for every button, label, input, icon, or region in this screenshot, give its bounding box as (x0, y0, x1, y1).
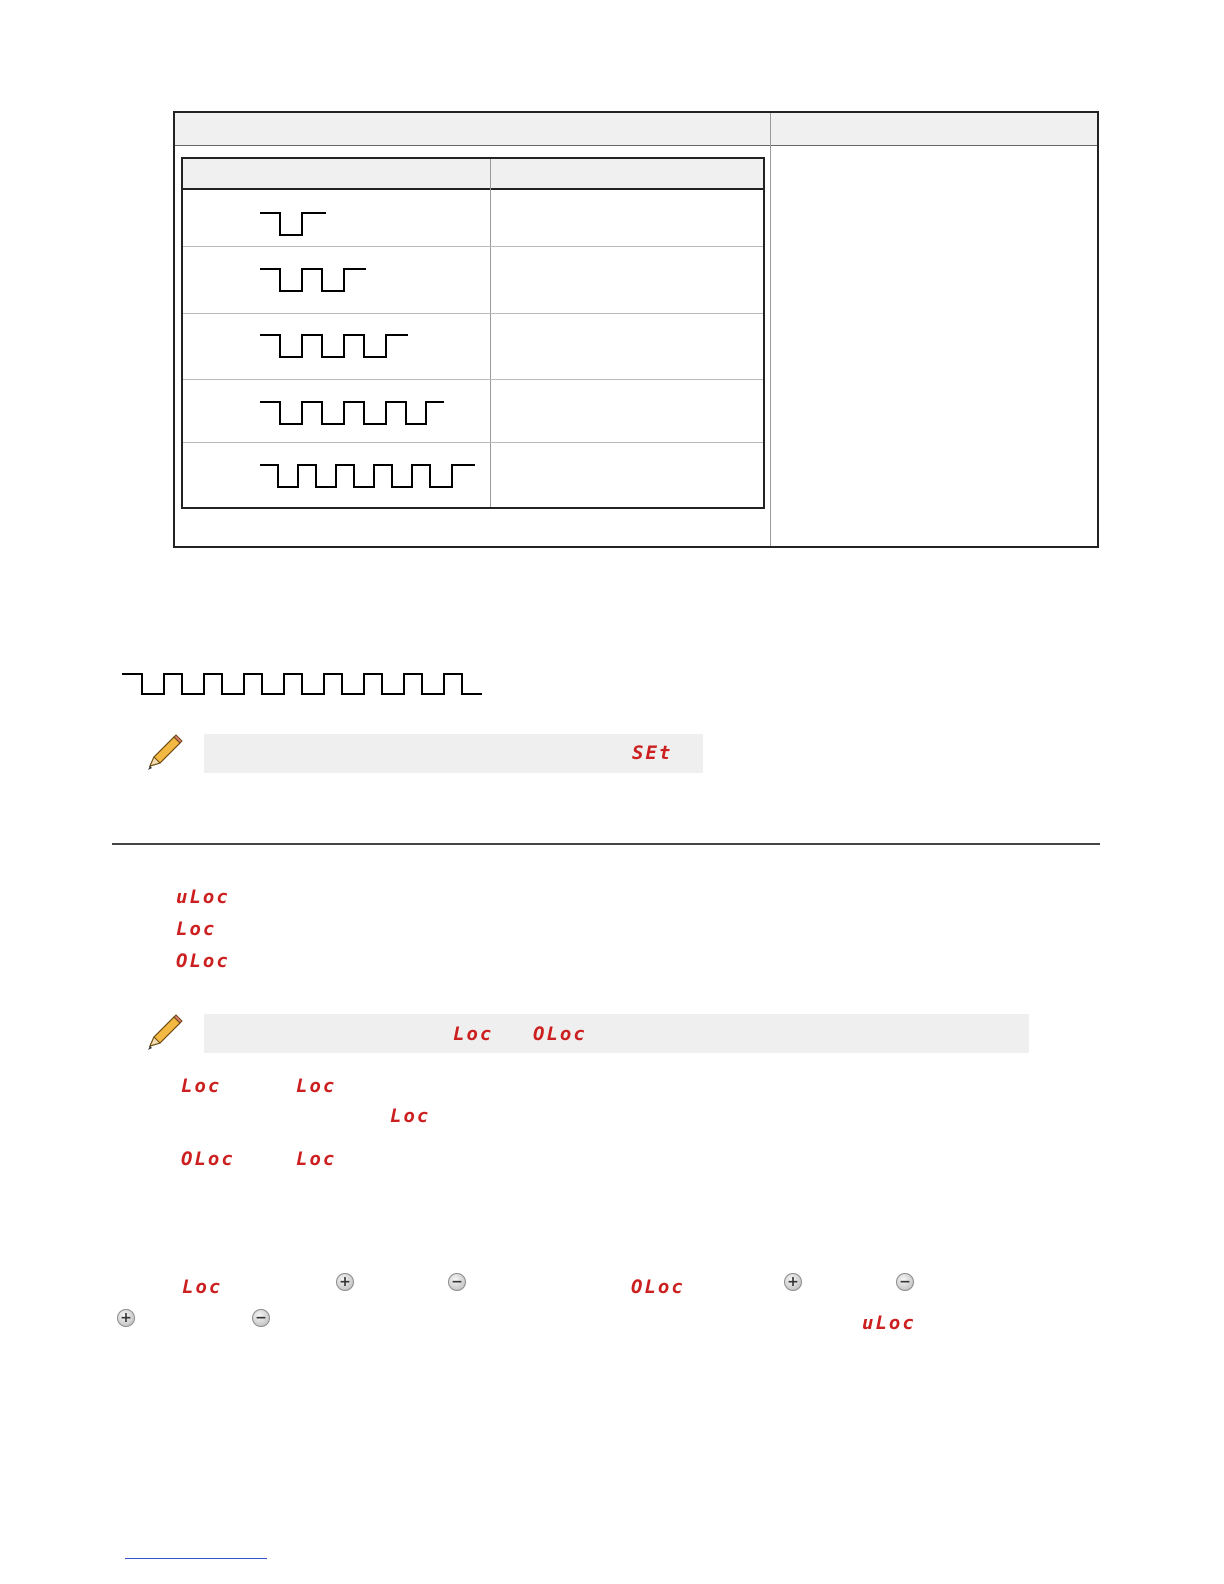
outer-table-header (175, 113, 1097, 146)
pulse-waveform-2 (259, 267, 369, 295)
plus-button-icon: + (117, 1309, 135, 1327)
row-divider (183, 313, 763, 314)
pencil-icon (144, 733, 184, 773)
pulse-column-divider (490, 159, 491, 507)
minus-button-icon: − (448, 1273, 466, 1291)
display-loc: Loc (453, 1023, 494, 1045)
pulse-waveform-4 (259, 400, 447, 428)
display-loc: Loc (181, 1075, 222, 1097)
section-divider (112, 843, 1100, 845)
display-wloc: uLoc (176, 886, 230, 908)
display-set: SEt (632, 742, 673, 764)
outer-column-divider (770, 113, 771, 546)
display-oloc: OLoc (631, 1276, 685, 1298)
note-box (204, 1014, 1029, 1053)
display-oloc: OLoc (181, 1148, 235, 1170)
display-oloc: OLoc (533, 1023, 587, 1045)
pulse-waveform-9 (121, 672, 485, 698)
row-divider (183, 246, 763, 247)
display-loc: Loc (182, 1276, 223, 1298)
note-box (204, 734, 703, 773)
display-loc: Loc (176, 918, 217, 940)
pulse-table-header (183, 159, 763, 190)
minus-button-icon: − (252, 1309, 270, 1327)
outer-table (173, 111, 1099, 548)
display-loc: Loc (390, 1105, 431, 1127)
display-wloc: uLoc (862, 1312, 916, 1334)
row-divider (183, 379, 763, 380)
minus-button-icon: − (896, 1273, 914, 1291)
plus-button-icon: + (336, 1273, 354, 1291)
footer-link[interactable] (125, 1558, 267, 1559)
pulse-waveform-1 (259, 211, 329, 239)
plus-button-icon: + (784, 1273, 802, 1291)
pulse-waveform-3 (259, 333, 411, 361)
pulse-table (181, 157, 765, 509)
pulse-waveform-5 (259, 463, 479, 491)
display-oloc: OLoc (176, 950, 230, 972)
pencil-icon (144, 1013, 184, 1053)
display-loc: Loc (296, 1148, 337, 1170)
row-divider (183, 442, 763, 443)
display-loc: Loc (296, 1075, 337, 1097)
